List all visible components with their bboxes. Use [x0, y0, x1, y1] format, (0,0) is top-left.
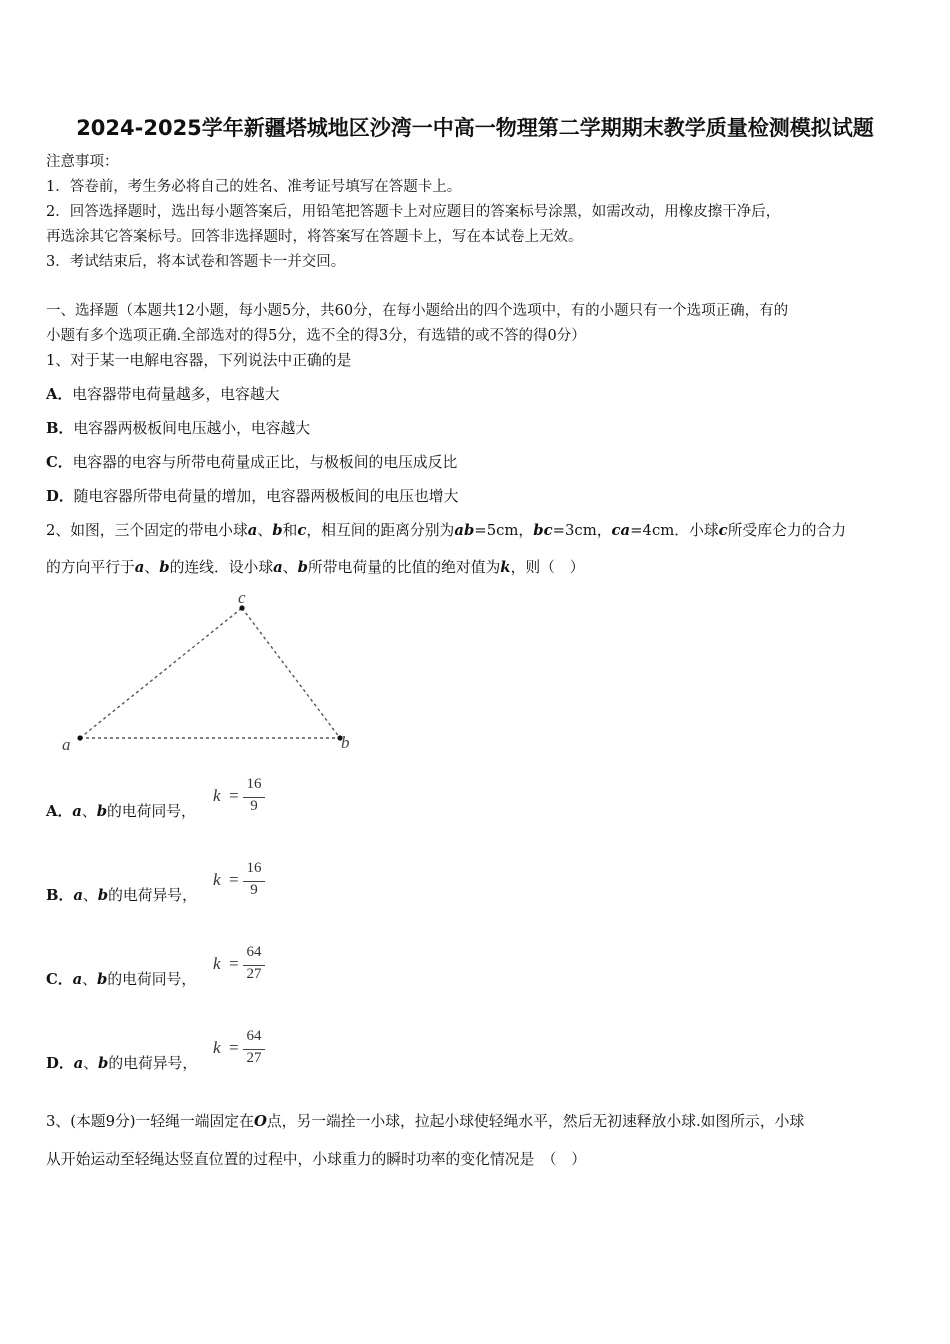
q2-option-b: [46, 886, 197, 906]
q2-sep: 、: [282, 559, 298, 576]
var-a: a: [72, 803, 82, 820]
equals-symbol: =: [229, 1038, 239, 1057]
fraction-numerator: 64: [246, 944, 262, 960]
q1-option-c: [46, 453, 457, 473]
fraction-denominator: 9: [250, 882, 258, 898]
notice-item-3: 3．考试结束后，将本试卷和答题卡一并交回。: [46, 254, 346, 270]
option-label: C．: [46, 971, 73, 988]
var-ca: ca: [611, 522, 631, 539]
label-a: a: [62, 735, 71, 754]
q2-ab-value: =5cm，: [474, 522, 534, 539]
segment-bc: [242, 608, 340, 738]
section-intro-line1: 一、选择题（本题共12小题，每小题5分，共60分，在每小题给出的四个选项中，有的小题只有一个选项正确，有的: [46, 303, 789, 319]
fraction-denominator: 9: [250, 798, 258, 814]
var-ab: ab: [454, 522, 475, 539]
var-bc: bc: [533, 522, 553, 539]
fraction-denominator: 27: [246, 966, 262, 982]
q2-sep: 、: [144, 559, 160, 576]
var-b: b: [272, 522, 283, 539]
label-b: b: [341, 733, 350, 752]
option-text: 随电容器所带电荷量的增加，电容器两极板间的电压也增大: [73, 488, 459, 505]
q2-text: 所带电荷量的比值的绝对值为: [307, 559, 501, 576]
option-text: 的电荷同号，: [107, 803, 196, 820]
q2-sep: 、: [82, 971, 97, 988]
q2-sep: 、: [81, 803, 97, 820]
q1-option-a: [46, 385, 279, 405]
q2-ca-value: =4cm．小球: [630, 522, 719, 539]
var-a: a: [273, 559, 283, 576]
option-label: D．: [46, 488, 74, 505]
var-o: O: [253, 1113, 267, 1130]
q2-sep: 、: [83, 1055, 99, 1072]
var-c: c: [718, 522, 728, 539]
q1-option-b: [46, 419, 310, 439]
var-b: b: [96, 803, 108, 820]
option-label: D．: [46, 1055, 74, 1072]
var-b: b: [96, 971, 108, 988]
option-label: B．: [46, 420, 74, 437]
notice-item-2: 2．回答选择题时，选出每小题答案后，用铅笔把答题卡上对应题目的答案标号涂黑，如需改动，用橡皮擦干净后，: [46, 204, 781, 220]
page-title: 2024-2025学年新疆塔城地区沙湾一中高一物理第二学期期末教学质量检测模拟试题: [76, 116, 874, 140]
q3-stem-line1: [46, 1112, 804, 1132]
label-c: c: [238, 588, 246, 607]
q2-text: 2、如图，三个固定的带电小球: [46, 522, 248, 539]
q3-stem-line2: 从开始运动至轻绳达竖直位置的过程中，小球重力的瞬时功率的变化情况是 （ ）: [46, 1151, 587, 1168]
q1-stem: 1、对于某一电解电容器，下列说法中正确的是: [46, 352, 352, 369]
var-a: a: [73, 887, 83, 904]
q2-sep: 、: [82, 887, 98, 904]
q2-option-d: [46, 1054, 197, 1074]
var-c: c: [297, 522, 307, 539]
q2-option-a: [46, 802, 196, 822]
k-symbol: k: [213, 954, 221, 973]
equals-symbol: =: [229, 870, 239, 889]
var-a: a: [72, 971, 83, 988]
q3-text: 3、(本题9分)一轻绳一端固定在: [46, 1113, 254, 1130]
section-intro-line2: 小题有多个选项正确.全部选对的得5分，选不全的得3分，有选错的或不答的得0分）: [46, 328, 586, 344]
var-a: a: [247, 522, 258, 539]
option-text: 电容器的电容与所带电荷量成正比，与极板间的电压成反比: [72, 454, 458, 471]
var-b: b: [297, 559, 308, 576]
notice-item-1: 1．答卷前，考生务必将自己的姓名、准考证号填写在答题卡上。: [46, 179, 462, 195]
q2-text: ，相互间的距离分别为: [306, 522, 455, 539]
option-label: C．: [46, 454, 73, 471]
notice-item-2-cont: 再选涂其它答案标号。回答非选择题时，将答案写在答题卡上，写在本试卷上无效。: [46, 229, 583, 245]
fraction-numerator: 16: [246, 860, 262, 876]
notice-header: 注意事项：: [46, 154, 119, 170]
var-b: b: [159, 559, 170, 576]
option-text: 电容器带电荷量越多，电容越大: [72, 386, 280, 403]
k-symbol: k: [213, 786, 221, 805]
var-b: b: [98, 1055, 109, 1072]
fraction-numerator: 64: [246, 1028, 262, 1044]
q2-text: ，则（ ）: [510, 559, 585, 576]
q2-text: 的方向平行于: [46, 559, 135, 576]
option-text: 的电荷异号，: [108, 1055, 198, 1072]
segment-ac: [80, 608, 242, 738]
q3-text: 点，另一端拴一小球，拉起小球使轻绳水平，然后无初速释放小球.如图所示，小球: [266, 1113, 805, 1130]
q2-and: 和: [282, 522, 298, 539]
option-label: A．: [46, 803, 73, 820]
option-label: A．: [46, 386, 73, 403]
q2-option-c: [46, 970, 196, 990]
equals-symbol: =: [229, 786, 239, 805]
q1-option-d: [46, 487, 458, 507]
var-a: a: [134, 559, 145, 576]
fraction-numerator: 16: [246, 776, 262, 792]
triangle-figure: [56, 588, 366, 758]
q2-text: 的连线．设小球: [169, 559, 274, 576]
k-symbol: k: [213, 870, 221, 889]
option-label: B．: [46, 887, 74, 904]
equals-symbol: =: [229, 954, 239, 973]
q2-stem-line2: [46, 558, 585, 578]
var-b: b: [97, 887, 109, 904]
q2-text: 所受库仑力的合力: [727, 522, 847, 539]
k-symbol: k: [213, 1038, 221, 1057]
q2-bc-value: =3cm，: [552, 522, 612, 539]
var-a: a: [73, 1055, 84, 1072]
option-text: 的电荷同号，: [107, 971, 197, 988]
q2-stem-line1: [46, 521, 846, 541]
option-text: 的电荷异号，: [108, 887, 197, 904]
option-text: 电容器两极板间电压越小，电容越大: [73, 420, 311, 437]
var-k: k: [500, 559, 511, 576]
point-a: [77, 735, 82, 740]
q2-sep: 、: [257, 522, 273, 539]
fraction-denominator: 27: [246, 1050, 262, 1066]
